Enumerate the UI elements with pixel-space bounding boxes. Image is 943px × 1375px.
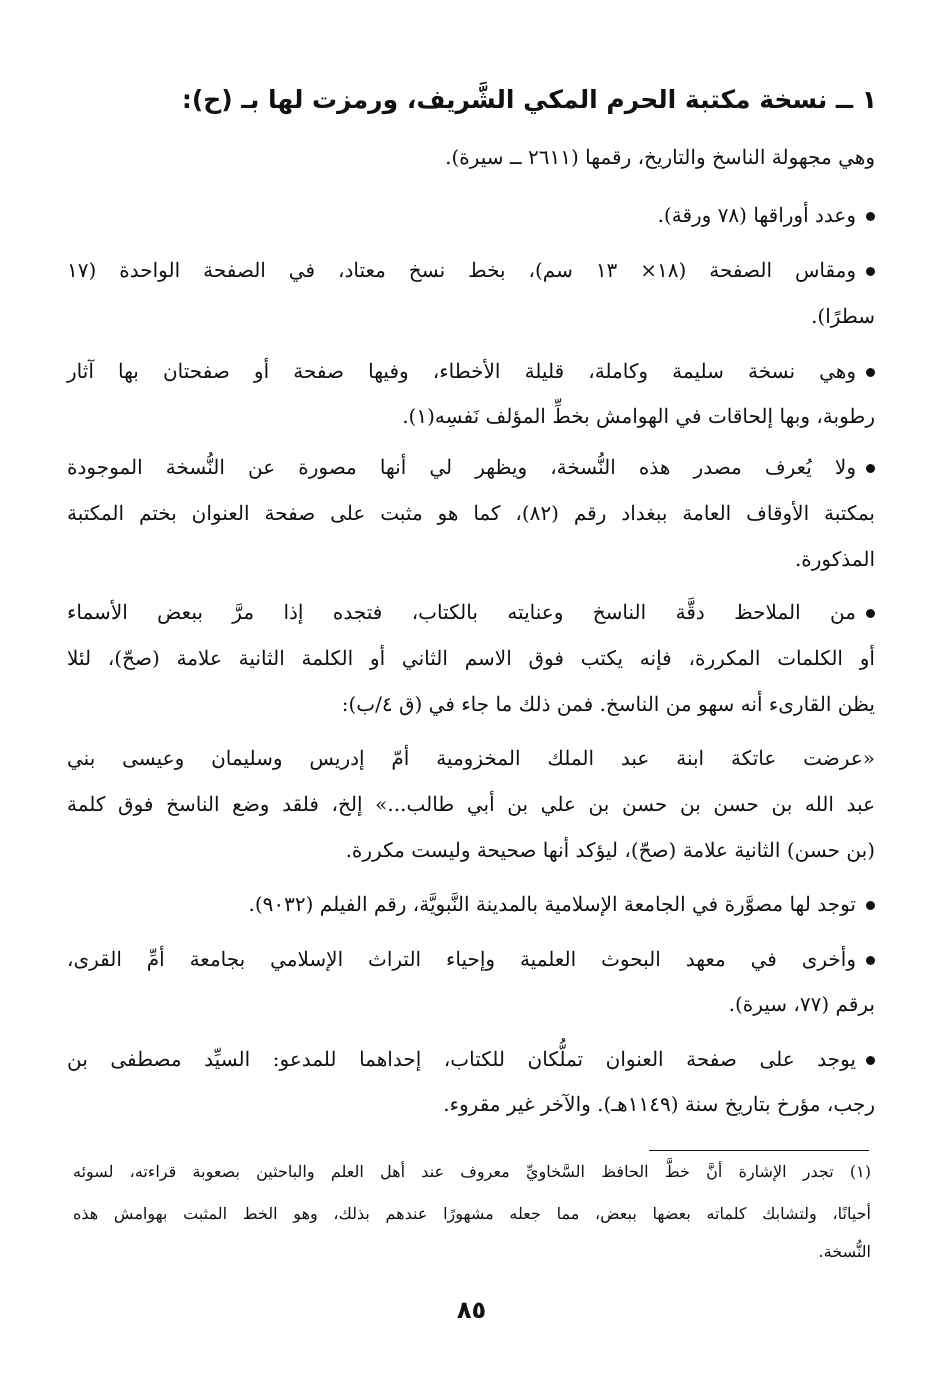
bullet-icon — [866, 368, 875, 377]
text-line: رجب، مؤرخ بتاريخ سنة (١١٤٩هـ). والآخر غير مقروء. — [443, 1092, 875, 1116]
text-line — [67, 944, 875, 974]
page-number: ٨٥ — [456, 1296, 487, 1324]
line-text: ومقاس الصفحة (١٨× ١٣ سم)، بخط نسخ معتاد، في الصفحة الواحدة (١٧ — [67, 258, 856, 282]
section-heading: ١ ــ نسخة مكتبة الحرم المكي الشَّريف، ورمزت لها بـ (ح): — [181, 85, 877, 114]
text-line: عبد الله بن حسن بن حسن بن علي بن أبي طالب...» إلخ، فلقد وضع الناسخ فوق كلمة — [67, 792, 875, 816]
text-line — [67, 1044, 875, 1074]
bullet-icon — [866, 212, 875, 221]
text-line: يظن القارىء أنه سهو من الناسخ. فمن ذلك ما جاء في (ق ٤/ب): — [341, 692, 875, 716]
text-line — [67, 452, 875, 482]
text-line — [67, 255, 875, 285]
bullet-icon — [866, 901, 875, 910]
text-line — [67, 889, 875, 919]
text-line — [67, 200, 875, 230]
text-line: أو الكلمات المكررة، فإنه يكتب فوق الاسم الثاني أو الكلمة الثانية علامة (صحّ)، لئلا — [67, 646, 875, 670]
text-line — [67, 356, 875, 386]
text-line: المذكورة. — [794, 547, 875, 571]
line-text: ولا يُعرف مصدر هذه النُّسخة، ويظهر لي أنها مصورة عن النُّسخة الموجودة — [67, 455, 856, 479]
bullet-icon — [866, 609, 875, 618]
footnote-line: (١) تجدر الإشارة أنَّ خطَّ الحافظ السَّخاويِّ معروف عند أهل العلم والباحثين بصعوبة قراءته، لسوئه — [73, 1162, 871, 1181]
text-line: (بن حسن) الثانية علامة (صحّ)، ليؤكد أنها صحيحة وليست مكررة. — [345, 838, 875, 862]
intro-line: وهي مجهولة الناسخ والتاريخ، رقمها (٢٦١١ ــ سيرة). — [445, 145, 875, 169]
line-text: يوجد على صفحة العنوان تملُّكان للكتاب، إحداهما للمدعو: السيِّد مصطفى بن — [67, 1047, 856, 1071]
text-line: رطوبة، وبها إلحاقات في الهوامش بخطِّ المؤلف نَفسِه(١). — [402, 404, 875, 428]
text-line — [67, 597, 875, 627]
line-text: وهي نسخة سليمة وكاملة، قليلة الأخطاء، وفيها صفحة أو صفحتان بها آثار — [67, 359, 856, 383]
bullet-icon — [866, 1056, 875, 1065]
line-text: من الملاحظ دقَّة الناسخ وعنايته بالكتاب، فتجده إذا مرَّ ببعض الأسماء — [67, 600, 856, 624]
bullet-icon — [866, 464, 875, 473]
text-line: «عرضت عاتكة ابنة عبد الملك المخزومية أمّ إدريس وسليمان وعيسى بني — [67, 746, 875, 770]
text-line: بمكتبة الأوقاف العامة ببغداد رقم (٨٢)، كما هو مثبت على صفحة العنوان بختم المكتبة — [67, 501, 875, 525]
bullet-icon — [866, 956, 875, 965]
footnote-line: النُّسخة. — [818, 1242, 871, 1261]
bullet-icon — [866, 267, 875, 276]
footnote-line: أحيانًا، ولتشابك كلماته بعضها ببعض، مما جعله مشهورًا عندهم بذلك، وهو الخط المثبت بهوامش هذه — [73, 1204, 871, 1223]
line-text: وعدد أوراقها (٧٨ ورقة). — [657, 203, 856, 227]
text-line: سطرًا). — [811, 304, 875, 328]
line-text: وأخرى في معهد البحوث العلمية وإحياء التراث الإسلامي بجامعة أمِّ القرى، — [67, 947, 856, 971]
text-line: برقم (٧٧، سيرة). — [728, 992, 875, 1016]
line-text: توجد لها مصوَّرة في الجامعة الإسلامية بالمدينة النَّبويَّة، رقم الفيلم (٩٠٣٢). — [248, 892, 856, 916]
footnote-divider — [649, 1150, 869, 1151]
